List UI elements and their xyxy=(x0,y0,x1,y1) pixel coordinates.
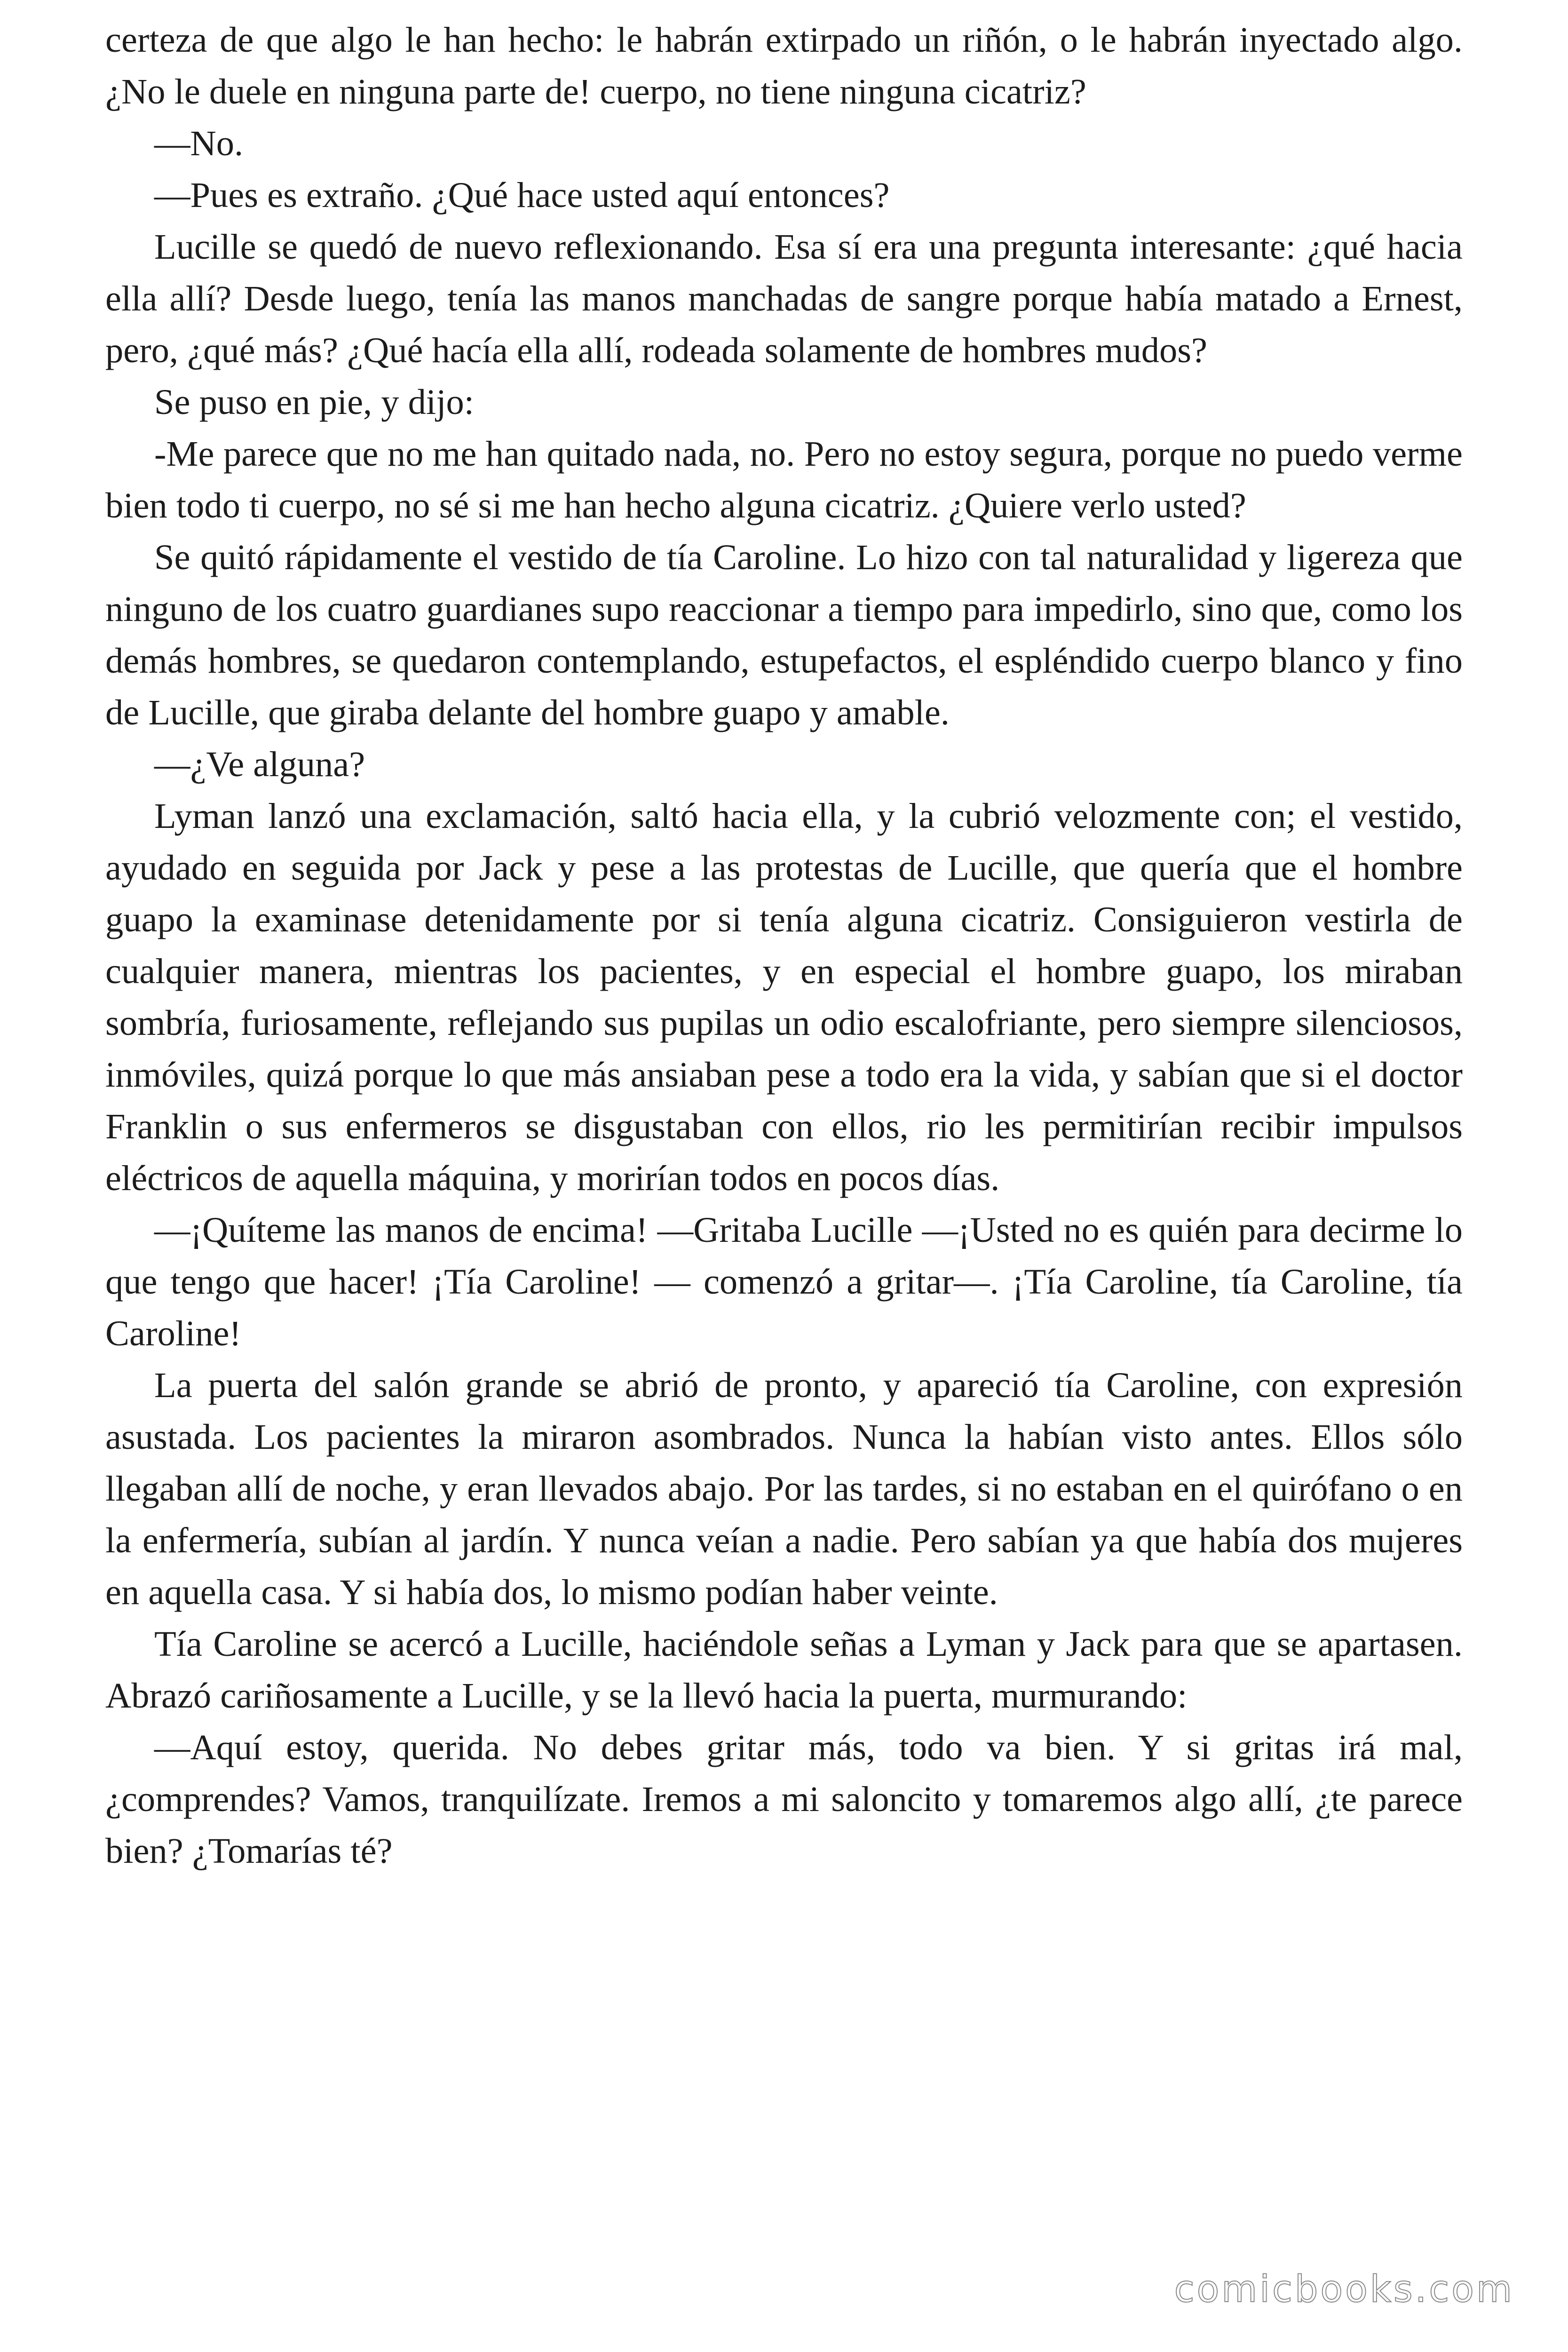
paragraph-8: —¿Ve alguna? xyxy=(154,744,365,784)
paragraph-7: Se quitó rápidamente el vestido de tía Caroline. Lo hizo con tal naturalidad y ligereza que ninguno de los cuatro guardianes supo reaccionar a tiempo para impedirlo, sino que, como los demás hombres, se quedaron contemplando, estupefactos, el espléndido cuerpo blanco y fino de Lucille, que giraba delante del hombre guapo y amable. xyxy=(105,537,1463,732)
paragraph-12: Tía Caroline se acercó a Lucille, haciéndole señas a Lyman y Jack para que se apartasen. Abrazó cariñosamente a Lucille, y se la llevó hacia la puerta, murmurando: xyxy=(105,1624,1463,1716)
book-page-text xyxy=(105,14,1463,1877)
paragraph-11: La puerta del salón grande se abrió de pronto, y apareció tía Caroline, con expresión asustada. Los pacientes la miraron asombrados. Nunca la habían visto antes. Ellos sólo llegaban allí de noche, y eran llevados abajo. Por las tardes, si no estaban en el quirófano o en la enfermería, subían al jardín. Y nunca veían a nadie. Pero sabían ya que había dos mujeres en aquella casa. Y si había dos, lo mismo podían haber veinte. xyxy=(105,1365,1463,1612)
paragraph-13: —Aquí estoy, querida. No debes gritar más, todo va bien. Y si gritas irá mal, ¿comprendes? Vamos, tranquilízate. Iremos a mi saloncito y tomaremos algo allí, ¿te parece bien? ¿Tomarías té? xyxy=(105,1727,1463,1871)
paragraph-5: Se puso en pie, y dijo: xyxy=(154,382,474,422)
paragraph-6: -Me parece que no me han quitado nada, no. Pero no estoy segura, porque no puedo verme bien todo ti cuerpo, no sé si me han hecho alguna cicatriz. ¿Quiere verlo usted? xyxy=(105,434,1463,525)
paragraph-3: —Pues es extraño. ¿Qué hace usted aquí entonces? xyxy=(154,175,890,215)
paragraph-10: —¡Quíteme las manos de encima! —Gritaba Lucille —¡Usted no es quién para decirme lo que tengo que hacer! ¡Tía Caroline! — comenzó a gritar—. ¡Tía Caroline, tía Caroline, tía Caroline! xyxy=(105,1210,1463,1353)
paragraph-9: Lyman lanzó una exclamación, saltó hacia ella, y la cubrió velozmente con; el vestido, ayudado en seguida por Jack y pese a las protestas de Lucille, que quería que el hombre guapo la examinase detenidamente por si tenía alguna cicatriz. Consiguieron vestirla de cualquier manera, mientras los pacientes, y en especial el hombre guapo, los miraban sombría, furiosamente, reflejando sus pupilas un odio escalofriante, pero siempre silenciosos, inmóviles, quizá porque lo que más ansiaban pese a todo era la vida, y sabían que si el doctor Franklin o sus enfermeros se disgustaban con ellos, rio les permitirían recibir impulsos eléctricos de aquella máquina, y morirían todos en pocos días. xyxy=(105,796,1463,1198)
paragraph-4: Lucille se quedó de nuevo reflexionando. Esa sí era una pregunta interesante: ¿qué hacia ella allí? Desde luego, tenía las manos manchadas de sangre porque había matado a Ernest, pero, ¿qué más? ¿Qué hacía ella allí, rodeada solamente de hombres mudos? xyxy=(105,227,1463,370)
paragraph-1: certeza de que algo le han hecho: le habrán extirpado un riñón, o le habrán inyectado algo. ¿No le duele en ninguna parte de! cuerpo, no tiene ninguna cicatriz? xyxy=(105,20,1463,111)
paragraph-2: —No. xyxy=(154,123,244,163)
watermark-logo: comicbooks.com xyxy=(1174,2268,1514,2311)
